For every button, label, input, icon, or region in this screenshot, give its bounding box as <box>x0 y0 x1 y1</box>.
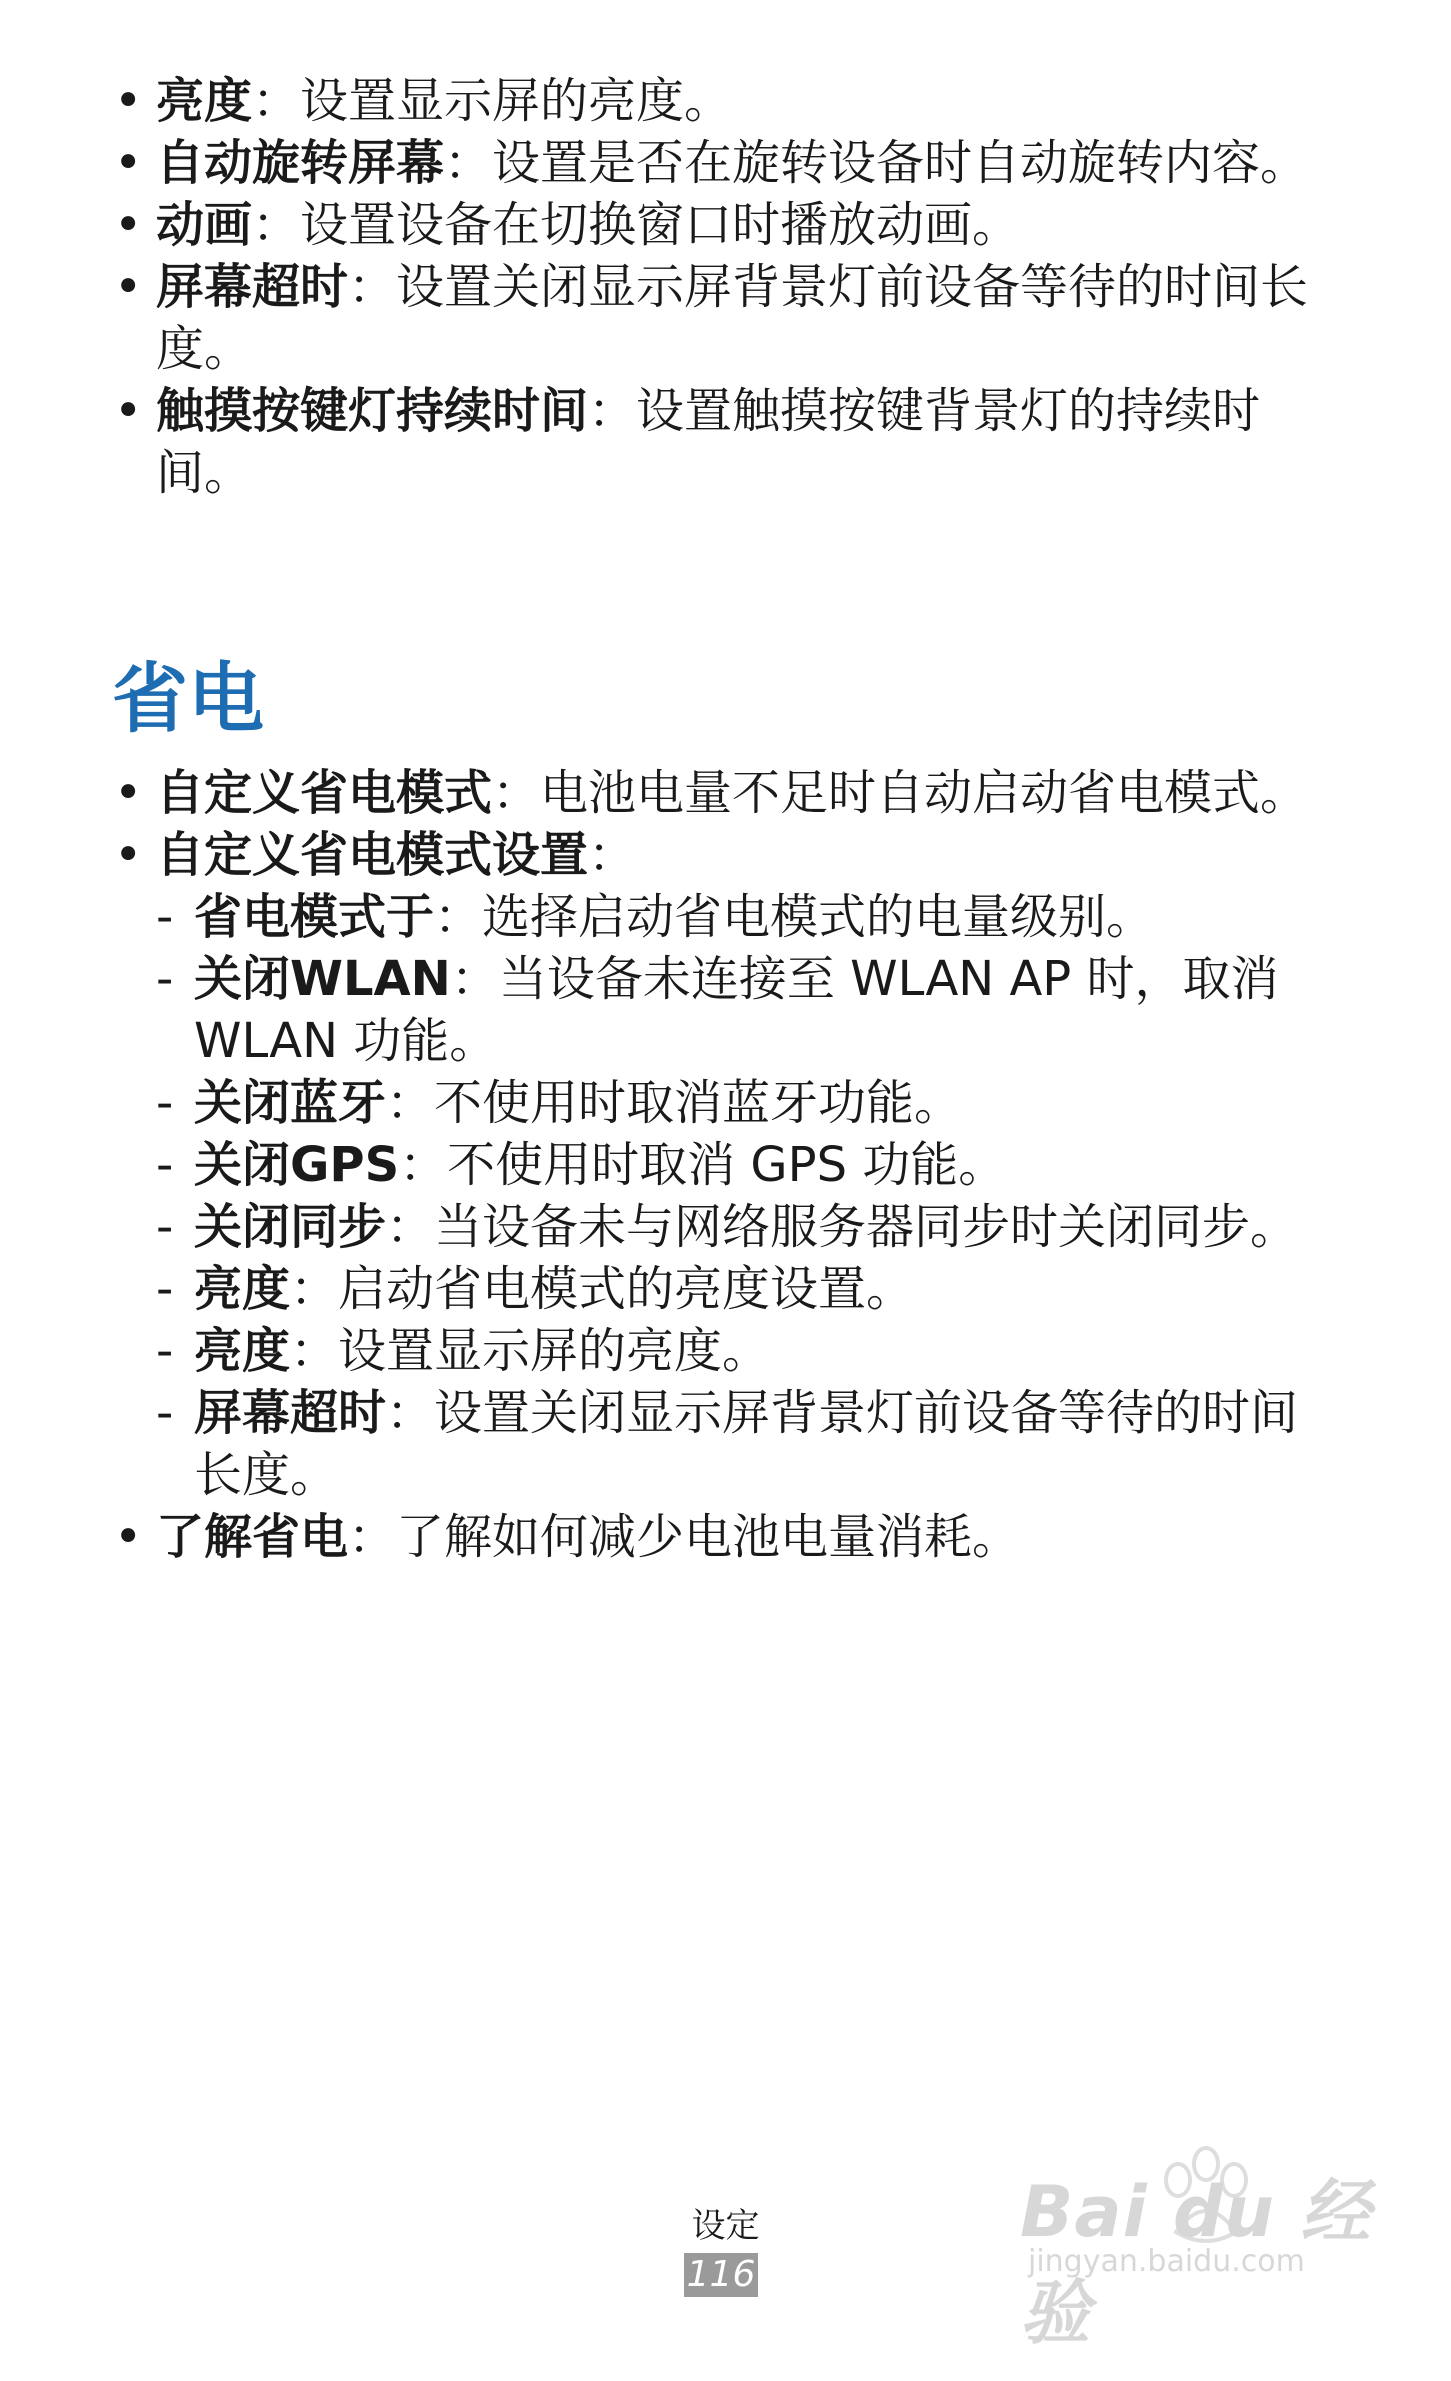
item-description: 不使用时取消 GPS 功能。 <box>447 1137 1007 1193</box>
dash: - <box>156 1199 174 1255</box>
sub-list-item <box>156 886 1338 948</box>
item-separator: ： <box>588 827 637 883</box>
item-term: 了解省电 <box>156 1509 349 1565</box>
item-separator: ： <box>290 1261 339 1317</box>
item-separator: ： <box>434 889 483 945</box>
dash: - <box>156 1137 174 1193</box>
list-item <box>108 194 1338 256</box>
power-saving-list <box>108 762 1338 1568</box>
sub-list-item <box>156 1382 1338 1506</box>
sub-list-item <box>156 1258 1338 1320</box>
item-term: 自定义省电模式 <box>156 765 493 821</box>
item-description: 当设备未与网络服务器同步时关闭同步。 <box>434 1199 1299 1255</box>
list-item <box>108 824 1338 1506</box>
page-number: 116 <box>684 2253 758 2297</box>
dash: - <box>156 951 174 1007</box>
item-term: 亮度 <box>194 1261 291 1317</box>
item-separator: ： <box>348 1509 397 1565</box>
item-description: 电池电量不足时自动启动省电模式。 <box>540 765 1309 821</box>
sub-list-item <box>156 948 1338 1072</box>
item-description: 不使用时取消蓝牙功能。 <box>434 1075 963 1131</box>
sub-list-item <box>156 1072 1338 1134</box>
bullet: • <box>114 765 143 821</box>
sub-list-item <box>156 1320 1338 1382</box>
item-term: 触摸按键灯持续时间 <box>156 383 589 439</box>
item-description: 设置显示屏的亮度。 <box>300 73 733 129</box>
item-term: 自定义省电模式设置 <box>156 827 589 883</box>
dash: - <box>156 1385 174 1441</box>
item-description: 设置关闭显示屏背景灯前设备等待的时间长度。 <box>194 1385 1299 1503</box>
list-item <box>108 132 1338 194</box>
item-description: 了解如何减少电池电量消耗。 <box>396 1509 1021 1565</box>
item-description: 当设备未连接至 WLAN AP 时，取消 WLAN 功能。 <box>194 951 1279 1069</box>
item-term: 关闭蓝牙 <box>194 1075 387 1131</box>
sub-list-item <box>156 1134 1338 1196</box>
list-item <box>108 70 1338 132</box>
item-term: 关闭同步 <box>194 1199 387 1255</box>
dash: - <box>156 1261 174 1317</box>
dash: - <box>156 1075 174 1131</box>
section-title: 省电 <box>112 654 264 743</box>
list-item <box>108 256 1338 380</box>
item-separator: ： <box>386 1199 435 1255</box>
item-description: 选择启动省电模式的电量级别。 <box>482 889 1155 945</box>
item-separator: ： <box>444 135 493 191</box>
watermark-url: jingyan.baidu.com <box>1028 2244 1305 2279</box>
item-term: 动画 <box>156 197 253 253</box>
list-item <box>108 1506 1338 1568</box>
dash: - <box>156 1323 174 1379</box>
item-term: 自动旋转屏幕 <box>156 135 445 191</box>
item-separator: ： <box>386 1075 435 1131</box>
list-item <box>108 762 1338 824</box>
list-item <box>108 380 1338 504</box>
item-term: 亮度 <box>156 73 253 129</box>
power-saving-sublist <box>156 886 1338 1506</box>
item-description: 设置设备在切换窗口时播放动画。 <box>300 197 1021 253</box>
sub-list-item <box>156 1196 1338 1258</box>
bullet: • <box>114 827 143 883</box>
bullet: • <box>114 1509 143 1565</box>
item-separator: ： <box>588 383 637 439</box>
item-description: 设置是否在旋转设备时自动旋转内容。 <box>492 135 1309 191</box>
item-separator: ： <box>399 1137 448 1193</box>
display-settings-list <box>108 70 1338 504</box>
bullet: • <box>114 197 143 253</box>
footer-section-label: 设定 <box>691 2206 760 2246</box>
bullet: • <box>114 73 143 129</box>
item-separator: ： <box>386 1385 435 1441</box>
item-term: 屏幕超时 <box>156 259 349 315</box>
item-term: 亮度 <box>194 1323 291 1379</box>
item-term: 省电模式于 <box>194 889 435 945</box>
item-separator: ： <box>290 1323 339 1379</box>
item-separator: ： <box>252 197 301 253</box>
item-description: 启动省电模式的亮度设置。 <box>338 1261 915 1317</box>
dash: - <box>156 889 174 945</box>
item-separator: ： <box>450 951 499 1007</box>
watermark-brand: Bai du 经验 <box>1020 2171 1372 2354</box>
item-separator: ： <box>348 259 397 315</box>
bullet: • <box>114 135 143 191</box>
item-separator: ： <box>492 765 541 821</box>
bullet: • <box>114 259 143 315</box>
item-description: 设置关闭显示屏背景灯前设备等待的时间长度。 <box>156 259 1309 377</box>
item-description: 设置显示屏的亮度。 <box>338 1323 771 1379</box>
item-term: 屏幕超时 <box>194 1385 387 1441</box>
item-term: 关闭GPS <box>194 1137 400 1193</box>
bullet: • <box>114 383 143 439</box>
item-term: 关闭WLAN <box>194 951 451 1007</box>
watermark <box>1020 2140 1380 2354</box>
item-description: 设置触摸按键背景灯的持续时间。 <box>156 383 1261 501</box>
item-separator: ： <box>252 73 301 129</box>
